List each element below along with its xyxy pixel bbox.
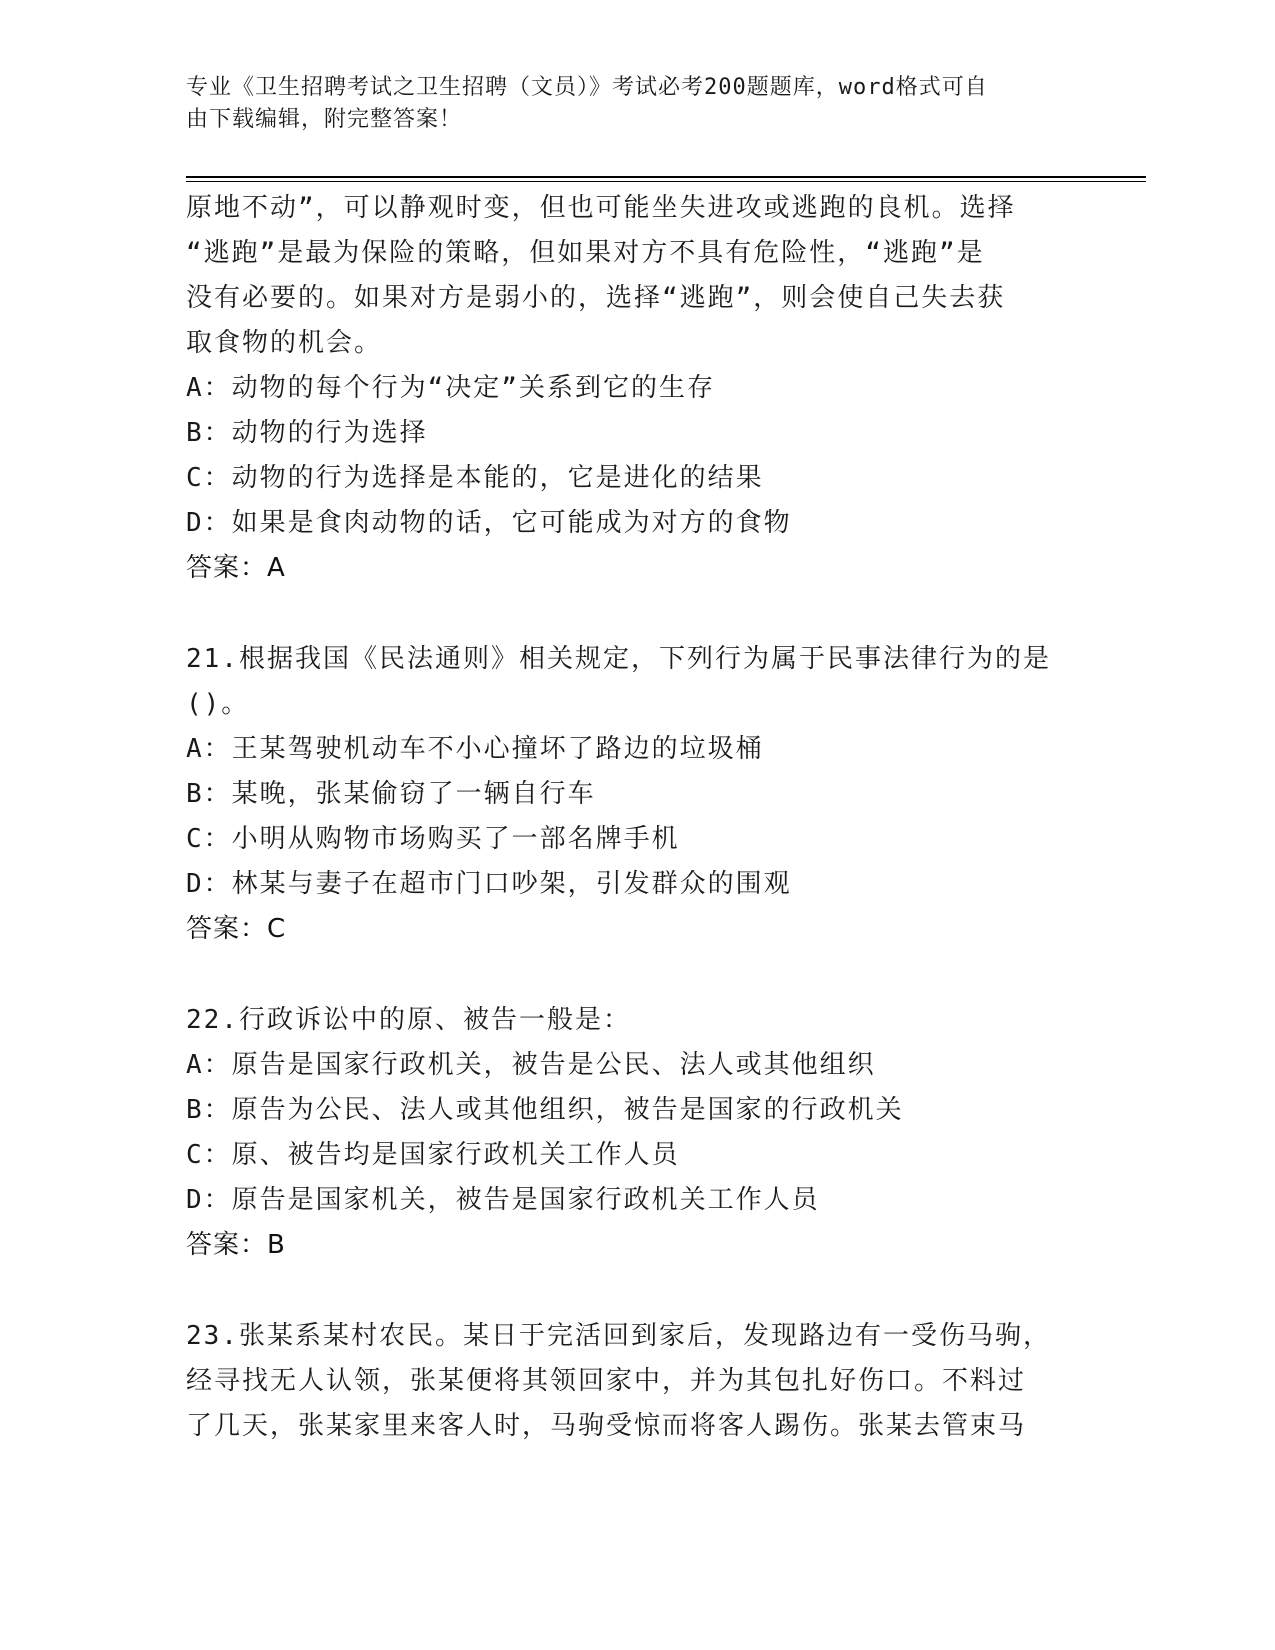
option-c: C：原、被告均是国家行政机关工作人员 (186, 1140, 680, 1170)
option-d: D：如果是食肉动物的话，它可能成为对方的食物 (186, 508, 792, 538)
question-22 (186, 998, 1086, 1268)
option-c: C：小明从购物市场购买了一部名牌手机 (186, 824, 680, 854)
spacer (186, 1268, 1086, 1314)
question-text-line: 22.行政诉讼中的原、被告一般是： (186, 1005, 631, 1035)
answer-line: 答案：B (186, 1230, 286, 1260)
question-text-line: 21.根据我国《民法通则》相关规定，下列行为属于民事法律行为的是 (186, 644, 1051, 674)
spacer (186, 952, 1086, 998)
document-header (186, 72, 1066, 136)
question-text-line: 原地不动”，可以静观时变，但也可能坐失进攻或逃跑的良机。选择 (186, 193, 1016, 223)
answer-line: 答案：C (186, 914, 287, 944)
option-d: D：原告是国家机关，被告是国家行政机关工作人员 (186, 1185, 820, 1215)
option-b: B：原告为公民、法人或其他组织，被告是国家的行政机关 (186, 1095, 904, 1125)
header-line-1: 专业《卫生招聘考试之卫生招聘（文员）》考试必考200题题库，word格式可自 (186, 75, 988, 100)
option-a: A：动物的每个行为“决定”关系到它的生存 (186, 373, 715, 403)
question-prev (186, 186, 1086, 591)
question-text-line: 经寻找无人认领，张某便将其领回家中，并为其包扎好伤口。不料过 (186, 1366, 1027, 1396)
option-d: D：林某与妻子在超市门口吵架，引发群众的围观 (186, 869, 792, 899)
answer-line: 答案：A (186, 553, 286, 583)
question-21 (186, 637, 1086, 952)
question-text-line: 23.张某系某村农民。某日于完活回到家后，发现路边有一受伤马驹， (186, 1321, 1051, 1351)
question-text-line: “逃跑”是最为保险的策略，但如果对方不具有危险性，“逃跑”是 (186, 238, 985, 268)
option-a: A：原告是国家行政机关，被告是公民、法人或其他组织 (186, 1050, 876, 1080)
document-body (186, 186, 1086, 1449)
header-rule-thick (186, 176, 1146, 178)
question-text-line: ()。 (186, 689, 250, 719)
option-b: B：某晚，张某偷窃了一辆自行车 (186, 779, 596, 809)
option-a: A：王某驾驶机动车不小心撞坏了路边的垃圾桶 (186, 734, 764, 764)
question-text-line: 没有必要的。如果对方是弱小的，选择“逃跑”，则会使自己失去获 (186, 283, 1006, 313)
question-23 (186, 1314, 1086, 1449)
option-b: B：动物的行为选择 (186, 418, 428, 448)
question-text-line: 了几天，张某家里来客人时，马驹受惊而将客人踢伤。张某去管束马 (186, 1411, 1027, 1441)
spacer (186, 591, 1086, 637)
question-text-line: 取食物的机会。 (186, 328, 383, 358)
header-rule-thin (186, 181, 1146, 182)
option-c: C：动物的行为选择是本能的，它是进化的结果 (186, 463, 764, 493)
header-line-2: 由下载编辑，附完整答案！ (186, 107, 463, 132)
